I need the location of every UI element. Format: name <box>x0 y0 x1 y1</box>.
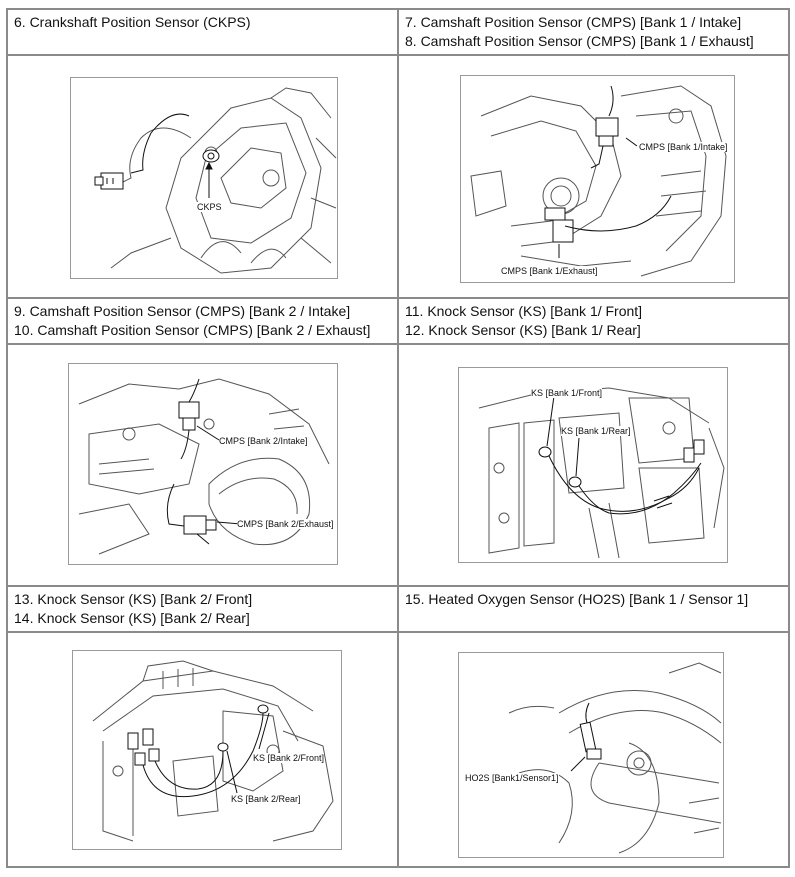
section-header-ckps <box>8 10 397 54</box>
ks-bank1-illustration <box>458 367 728 563</box>
cmps-bank1-illustration <box>460 75 735 283</box>
ks-bank2-illustration <box>72 650 342 850</box>
callout-cmps-bank1-intake: CMPS [Bank 1/Intake] <box>639 142 728 152</box>
header-line: 11. Knock Sensor (KS) [Bank 1/ Front] <box>405 303 643 319</box>
header-line: 15. Heated Oxygen Sensor (HO2S) [Bank 1 / Sensor 1] <box>405 591 749 607</box>
section-header-cmps-bank2 <box>8 299 397 343</box>
row-divider <box>8 54 788 56</box>
callout-cmps-bank2-exhaust: CMPS [Bank 2/Exhaust] <box>237 519 334 529</box>
callout-ks-bank1-front: KS [Bank 1/Front] <box>531 388 603 398</box>
callout-ckps: CKPS <box>197 202 222 212</box>
cmps-bank2-drawing <box>69 364 338 565</box>
callout-cmps-bank1-exhaust: CMPS [Bank 1/Exhaust] <box>501 266 598 276</box>
header-line: 13. Knock Sensor (KS) [Bank 2/ Front] <box>14 591 253 607</box>
section-header-ks-bank2 <box>8 587 397 631</box>
row-divider <box>8 343 788 345</box>
ckps-illustration <box>70 77 338 279</box>
header-line: 9. Camshaft Position Sensor (CMPS) [Bank 2 / Intake] <box>14 303 351 319</box>
ckps-drawing <box>71 78 338 279</box>
callout-ks-bank2-rear: KS [Bank 2/Rear] <box>231 794 301 804</box>
ho2s-illustration <box>458 652 724 858</box>
cmps-bank2-illustration <box>68 363 338 565</box>
sensor-location-table <box>6 8 790 868</box>
ho2s-drawing <box>459 653 724 858</box>
callout-ho2s: HO2S [Bank1/Sensor1] <box>465 773 559 783</box>
section-header-ks-bank1 <box>399 299 788 343</box>
ks-bank2-drawing <box>73 651 342 850</box>
header-line: 8. Camshaft Position Sensor (CMPS) [Bank 1 / Exhaust] <box>405 33 754 49</box>
header-line: 6. Crankshaft Position Sensor (CKPS) <box>14 14 251 30</box>
callout-ks-bank2-front: KS [Bank 2/Front] <box>253 753 325 763</box>
header-line: 7. Camshaft Position Sensor (CMPS) [Bank 1 / Intake] <box>405 14 742 30</box>
callout-cmps-bank2-intake: CMPS [Bank 2/Intake] <box>219 436 308 446</box>
callout-ks-bank1-rear: KS [Bank 1/Rear] <box>561 426 631 436</box>
header-line: 10. Camshaft Position Sensor (CMPS) [Bank 2 / Exhaust] <box>14 322 371 338</box>
header-line: 14. Knock Sensor (KS) [Bank 2/ Rear] <box>14 610 250 626</box>
column-divider <box>397 10 399 866</box>
section-header-cmps-bank1 <box>399 10 788 54</box>
row-divider <box>8 631 788 633</box>
header-line: 12. Knock Sensor (KS) [Bank 1/ Rear] <box>405 322 641 338</box>
cmps-bank1-drawing <box>461 76 735 283</box>
section-header-ho2s <box>399 587 788 631</box>
